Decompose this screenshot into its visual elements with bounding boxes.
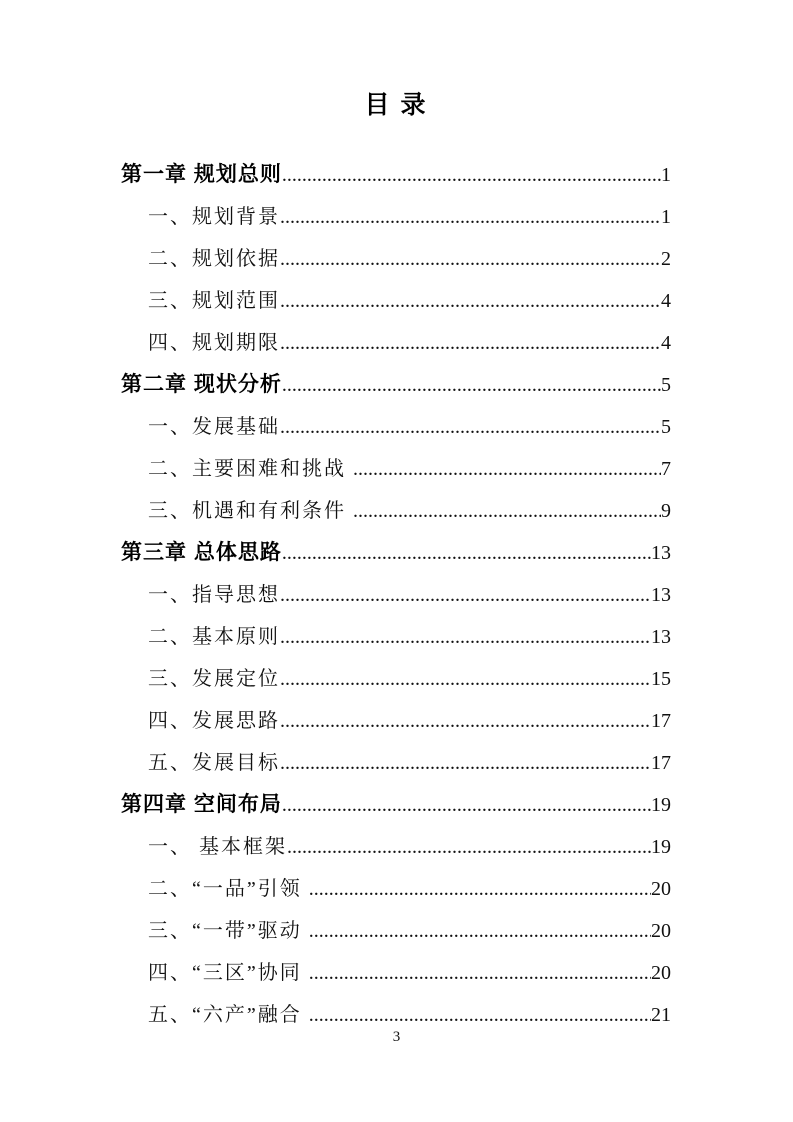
dot-leader: [280, 658, 651, 700]
toc-entry-label: 二、主要困难和挑战: [148, 458, 353, 480]
toc-entry[interactable]: [121, 742, 671, 784]
toc-entry-label: 第三章 总体思路: [121, 541, 282, 564]
toc-entry-label: 一、 基本框架: [148, 836, 287, 858]
toc-entry[interactable]: [121, 658, 671, 700]
toc-entry-page: 20: [651, 920, 671, 942]
toc-entry-page: 9: [661, 500, 671, 522]
dot-leader: [287, 826, 651, 868]
toc-entry-label: 四、“三区”协同: [148, 962, 309, 984]
toc-entry-page: 20: [651, 878, 671, 900]
dot-leader: [280, 196, 661, 238]
toc-entry-label: 第一章 规划总则: [121, 163, 282, 186]
toc-entry[interactable]: [121, 910, 671, 952]
toc-entry-page: 1: [661, 206, 671, 228]
toc-entry-page: 21: [651, 1004, 671, 1026]
dot-leader: [280, 238, 661, 280]
toc-entry-page: 19: [651, 836, 671, 858]
toc-entry-label: 第四章 空间布局: [121, 793, 282, 816]
toc-entry-page: 1: [661, 164, 671, 186]
toc-entry[interactable]: [121, 574, 671, 616]
toc-entry-label: 三、发展定位: [148, 668, 280, 690]
toc-entry-label: 五、发展目标: [148, 752, 280, 774]
toc-entry-label: 一、规划背景: [148, 206, 280, 228]
toc-entry-page: 15: [651, 668, 671, 690]
dot-leader: [309, 868, 651, 910]
dot-leader: [280, 322, 661, 364]
toc-entry-page: 5: [661, 416, 671, 438]
toc-entry[interactable]: [121, 868, 671, 910]
toc-entry[interactable]: [121, 196, 671, 238]
toc-entry-label: 五、“六产”融合: [148, 1004, 309, 1026]
toc-entry-label: 四、规划期限: [148, 332, 280, 354]
toc-entry-page: 20: [651, 962, 671, 984]
dot-leader: [353, 490, 661, 532]
dot-leader: [280, 616, 651, 658]
dot-leader: [280, 574, 651, 616]
dot-leader: [282, 784, 651, 826]
dot-leader: [280, 700, 651, 742]
toc-entry[interactable]: [121, 532, 671, 574]
dot-leader: [280, 742, 651, 784]
dot-leader: [282, 364, 661, 406]
toc-entry-label: 一、发展基础: [148, 416, 280, 438]
toc-entry-page: 13: [651, 542, 671, 564]
toc-entry[interactable]: [121, 616, 671, 658]
toc-entry-page: 13: [651, 626, 671, 648]
toc-entry[interactable]: [121, 700, 671, 742]
dot-leader: [282, 532, 651, 574]
toc-entry-page: 17: [651, 752, 671, 774]
dot-leader: [353, 448, 661, 490]
dot-leader: [282, 154, 661, 196]
toc-entry-label: 三、机遇和有利条件: [148, 500, 353, 522]
toc-entry-page: 19: [651, 794, 671, 816]
toc-entry-page: 17: [651, 710, 671, 732]
toc-entry[interactable]: [121, 448, 671, 490]
toc-entry[interactable]: [121, 322, 671, 364]
toc-entry-page: 2: [661, 248, 671, 270]
dot-leader: [309, 910, 651, 952]
toc-entry-label: 一、指导思想: [148, 584, 280, 606]
toc-entry-label: 二、规划依据: [148, 248, 280, 270]
toc-entry-label: 第二章 现状分析: [121, 373, 282, 396]
toc-entry[interactable]: [121, 364, 671, 406]
toc-entry-label: 二、基本原则: [148, 626, 280, 648]
toc-entry[interactable]: [121, 406, 671, 448]
toc-entry-page: 7: [661, 458, 671, 480]
dot-leader: [280, 280, 661, 322]
toc-entry[interactable]: [121, 154, 671, 196]
dot-leader: [280, 406, 661, 448]
toc-entry[interactable]: [121, 826, 671, 868]
toc-entry-page: 13: [651, 584, 671, 606]
toc-entry-page: 4: [661, 290, 671, 312]
toc-entry-label: 三、“一带”驱动: [148, 920, 309, 942]
toc-entry[interactable]: [121, 952, 671, 994]
toc-entry[interactable]: [121, 784, 671, 826]
toc-entry-page: 4: [661, 332, 671, 354]
toc-entry-label: 四、发展思路: [148, 710, 280, 732]
toc-entry-page: 5: [661, 374, 671, 396]
dot-leader: [309, 952, 651, 994]
toc-entry[interactable]: [121, 238, 671, 280]
footer-page-number: 3: [392, 1029, 401, 1045]
toc-entry-label: 二、“一品”引领: [148, 878, 309, 900]
toc-entry[interactable]: [121, 490, 671, 532]
toc-entry[interactable]: [121, 280, 671, 322]
toc-list: [121, 154, 671, 1036]
toc-entry-label: 三、规划范围: [148, 290, 280, 312]
page-title: 目 录: [364, 91, 428, 119]
